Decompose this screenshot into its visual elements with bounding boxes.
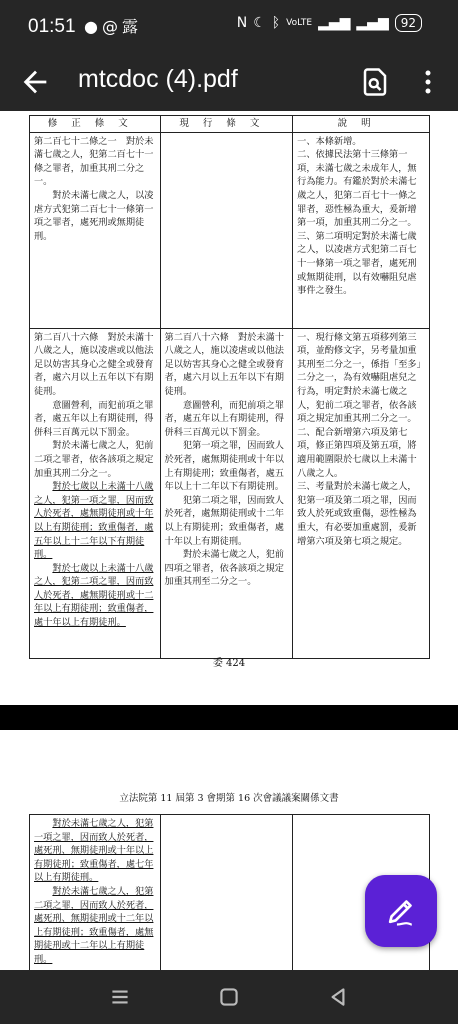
system-icons: [237, 14, 422, 32]
text-para: 對於七歲以上未滿十八歲之人，犯第一項之罪，因而致人於死者，處無期徒刑或十年以上有期徒刑；致重傷者，處五年以上十二年以下有期徒刑。: [34, 481, 154, 561]
status-time: 01:51: [28, 16, 76, 37]
text-para: 三、第二項明定對於未滿七歲之人，以凌虐方式犯第二百七十一條第一項之罪者，處死刑或無期徒刑，以有效嚇阻兒虐事件之發生。: [297, 230, 417, 297]
page-gap: [0, 705, 458, 730]
text-para: 犯第一項之罪，因而致人於死者，處無期徒刑或十年以上有期徒刑；致重傷者，處五年以上十二年以下有期徒刑。: [164, 440, 284, 493]
nfc-icon: N: [236, 15, 248, 31]
back-nav-icon[interactable]: [325, 984, 351, 1010]
text-para: 意圖營利，而犯前項之罪者，處五年以上有期徒刑，得併科三百萬元以下罰金。: [164, 399, 284, 438]
moon-icon: ☾: [253, 15, 266, 31]
document-title: mtcdoc (4).pdf: [78, 65, 238, 93]
text-para: 對於未滿七歲之人，以凌虐方式犯第二百七十一條第一項之罪者，處死刑或無期徒刑。: [34, 189, 154, 242]
signal-icon: ▂▄▆: [356, 15, 389, 31]
page-header: 立法院第 11 屆第 3 會期第 16 次會議議案關係文書: [119, 793, 339, 804]
text-para: 一、本條新增。: [297, 135, 362, 147]
chat-icon: ●: [84, 17, 102, 36]
home-icon[interactable]: [216, 984, 242, 1010]
app-bar: [0, 55, 458, 111]
app-icon: 露: [121, 17, 142, 36]
text-para: 第二百七十二條之一 對於未滿七歲之人，犯第二百七十一條之罪者，加重其刑二分之一。: [34, 135, 154, 188]
threads-icon: @: [101, 17, 122, 36]
text-para: 第二百八十六條 對於未滿十八歲之人，施以凌虐或以他法足以妨害其身心之健全或發育者，處六月以上五年以下有期徒刑。: [34, 331, 154, 397]
pdf-page-424[interactable]: [0, 111, 458, 705]
more-options-icon[interactable]: [418, 67, 438, 97]
page-number: 委 424: [212, 658, 246, 669]
row1-explanation: [293, 132, 430, 328]
back-arrow-icon[interactable]: [18, 65, 52, 99]
volte-icon: VoLTE: [286, 17, 313, 28]
text-para: 三、考量對於未滿七歲之人，犯第一項及第二項之罪，因而致人於死或致重傷，惡性極為重大，有必要加重處罰，爰新增第六項及第七項之規定。: [297, 481, 417, 547]
text-para: 對於未滿七歲之人，犯第二項之罪，因而致人於死者，處死刑、無期徒刑或十二年以上有期徒刑；致重傷者，處無期徒刑或十二年以上有期徒刑。: [34, 885, 154, 965]
text-para: 對於七歲以上未滿十八歲之人，犯第二項之罪，因而致人於死者，處無期徒刑或十二年以上有期徒刑；致重傷者，處十年以上有期徒刑。: [34, 562, 154, 629]
header-current: 現行條文: [160, 116, 293, 133]
text-para: 對於未滿七歲之人，犯第一項之罪，因而致人於死者，處死刑、無期徒刑或十年以上有期徒刑；致重傷者，處七年以上有期徒刑。: [34, 818, 154, 884]
comparison-table: [29, 115, 430, 659]
signal-4g-icon: ▂▄▆: [318, 15, 351, 31]
row3-current: [160, 815, 293, 971]
row1-current: [160, 132, 293, 328]
row3-amended: [30, 815, 161, 971]
text-para: 第二百八十六條 對於未滿十八歲之人，施以凌虐或以他法足以妨害其身心之健全或發育者，處六月以上五年以下有期徒刑。: [164, 331, 284, 397]
row2-explanation: [293, 328, 430, 658]
text-para: 二、配合新增第六項及第七項，修正第四項及第五項，將適用範圍限於七歲以上未滿十八歲之人。: [297, 426, 417, 479]
edit-fab[interactable]: [365, 875, 437, 947]
notification-icons: [84, 14, 142, 37]
header-amended: 修正條文: [30, 116, 161, 133]
row1-amended: [30, 132, 161, 328]
battery-level: 92: [400, 16, 416, 30]
row2-amended: [30, 328, 161, 658]
text-para: 犯第二項之罪，因而致人於死者，處無期徒刑或十二年以上有期徒刑；致重傷者，處十年以上有期徒刑。: [164, 494, 284, 547]
battery-icon: [395, 14, 422, 32]
status-bar: [0, 0, 458, 55]
text-para: 二、依據民法第十三條第一項，未滿七歲之未成年人，無行為能力。有鑑於對於未滿七歲之人，犯第二百七十一條之罪者，惡性極為重大，爰新增第一項，加重其刑二分之一。: [297, 149, 417, 229]
text-para: 對於未滿七歲之人，犯前四項之罪者，依各該項之規定加重其刑至二分之一。: [164, 549, 284, 588]
pen-sign-icon: [385, 895, 417, 927]
text-para: 一、現行條文第五項移列第三項，並酌修文字，另考量加重其刑至二分之一，係指「至多」二分之一，為有效嚇阻虐兒之行為，明定對於未滿七歲之人，犯前二項之罪者，依各該項之規定加重其刑二分之一。: [297, 331, 422, 425]
text-para: 意圖營利，而犯前項之罪者，處五年以上有期徒刑，得併科三百萬元以下罰金。: [34, 399, 154, 438]
recent-apps-icon[interactable]: [107, 984, 133, 1010]
text-para: 對於未滿七歲之人，犯前二項之罪者，依各該項之規定加重其刑二分之一。: [34, 440, 154, 479]
header-explanation: 說明: [293, 116, 430, 133]
row2-current: [160, 328, 293, 658]
system-nav-bar: [0, 970, 458, 1024]
search-document-icon[interactable]: [360, 67, 390, 97]
bluetooth-icon: ᛒ: [271, 15, 281, 31]
